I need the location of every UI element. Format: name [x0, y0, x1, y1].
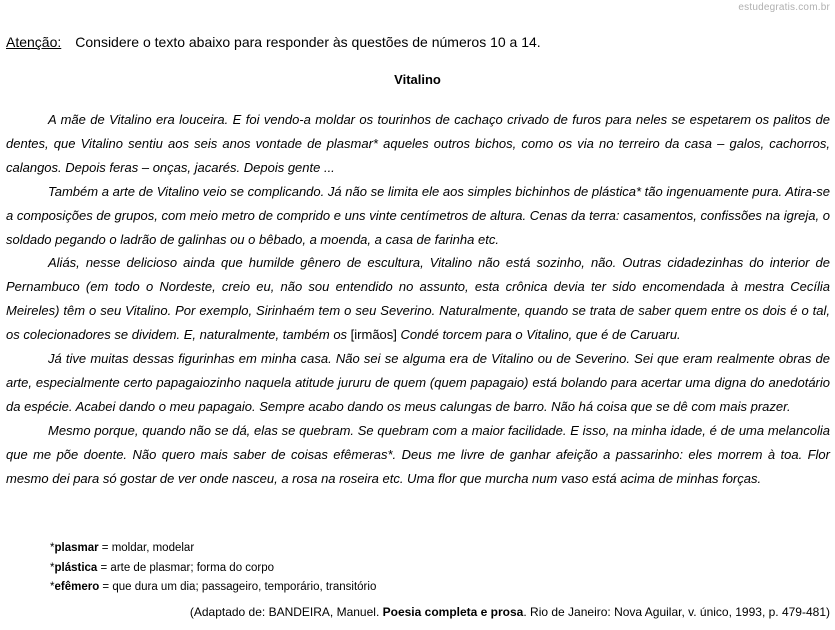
paragraph-1: A mãe de Vitalino era louceira. E foi vendo-a moldar os tourinhos de cachaço crivado de furos para neles se espetarem os palitos de dentes, que Vitalino sentiu aos seis anos vontade de plasmar* aqueles outros bichos, como os via no terreiro da casa – galos, cachorros, calangos. Depois feras – onças, jacarés. Depois gente ... [6, 112, 830, 175]
glossary-term: plasmar [54, 542, 99, 554]
citation-work-title: Poesia completa e prosa [382, 605, 524, 619]
glossary-term: efêmero [54, 581, 100, 593]
paragraph-5: Mesmo porque, quando não se dá, elas se quebram. Se quebram com a maior facilidade. E isso, na minha idade, é de uma melancolia que me põe doente. Não quero mais saber de coisas efêmeras*. Deus me livre de ganhar afeição a passarinho: eles morrem à toa. Flor mesmo dei para só gostar de ver onde nasceu, a rosa na roseira etc. Uma flor que murcha num vaso está acima de minhas forças. [6, 422, 830, 486]
instruction-text: Considere o texto abaixo para responder às questões de números 10 a 14. [75, 34, 541, 50]
glossary-item: *efêmero = que dura um dia; passageiro, temporário, transitório [50, 581, 377, 593]
glossary-definition: = que dura um dia; passageiro, temporário, transitório [99, 581, 377, 593]
paragraph-4: Já tive muitas dessas figurinhas em minha casa. Não sei se alguma era de Vitalino ou de Severino. Sei que eram realmente obras de arte, especialmente certo papagaiozinho naquela atitude jururu de quem (quem papagaio) está bolando para acertar uma digna do anedotário da espécie. Acabei dando o meu papagaio. Sempre acabo dando os meus calungas de barro. Não há coisa que se dê com mais prazer. [6, 351, 830, 414]
glossary [50, 539, 376, 598]
text-title: Vitalino [394, 72, 441, 87]
paragraph-3-part-1: Aliás, nesse delicioso ainda que humilde gênero de escultura, Vitalino não está sozinho, não. Outras cidadezinhas do interior de Pernambuco (em todo o Nordeste, creio eu, não sou entendido no assunto, esta crônica devia ter sido encomendada à mestra Cecília Meireles) têm o seu Vitalino. Por exemplo, Sirinhaém tem o seu Severino. Naturalmente, quando se trata de saber quem entre os dois é o tal, os colecionadores se dividem. E, naturalmente, também os [6, 255, 830, 343]
glossary-item: *plasmar = moldar, modelar [50, 542, 195, 554]
paragraph-3 [6, 251, 830, 347]
attention-label: Atenção: [6, 34, 62, 50]
citation-prefix: (Adaptado de: BANDEIRA, Manuel. [189, 605, 383, 619]
paragraph-3-part-2: Condé torcem para o Vitalino, que é de Caruaru. [396, 327, 681, 343]
glossary-term: plástica [54, 561, 98, 574]
citation-suffix: . Rio de Janeiro: Nova Aguilar, v. único, 1993, p. 479-481) [523, 605, 830, 619]
instruction-line [6, 34, 541, 50]
glossary-item: *plástica = arte de plasmar; forma do corpo [50, 561, 275, 574]
source-citation [190, 605, 830, 619]
bracketed-word: [irmãos] [350, 327, 397, 343]
chronicle-body [6, 108, 830, 491]
glossary-definition: = arte de plasmar; forma do corpo [97, 561, 275, 574]
paragraph-2: Também a arte de Vitalino veio se complicando. Já não se limita ele aos simples bichinhos de plástica* tão ingenuamente pura. Atira-se a composições de grupos, com meio metro de comprido e uns vinte centímetros de altura. Cenas da terra: casamentos, confissões na igreja, o soldado pegando o ladrão de galinhas ou o bêbado, a moenda, a casa de farinha etc. [6, 183, 830, 247]
glossary-definition: = moldar, modelar [98, 542, 195, 554]
site-watermark: estudegratis.com.br [738, 2, 830, 13]
